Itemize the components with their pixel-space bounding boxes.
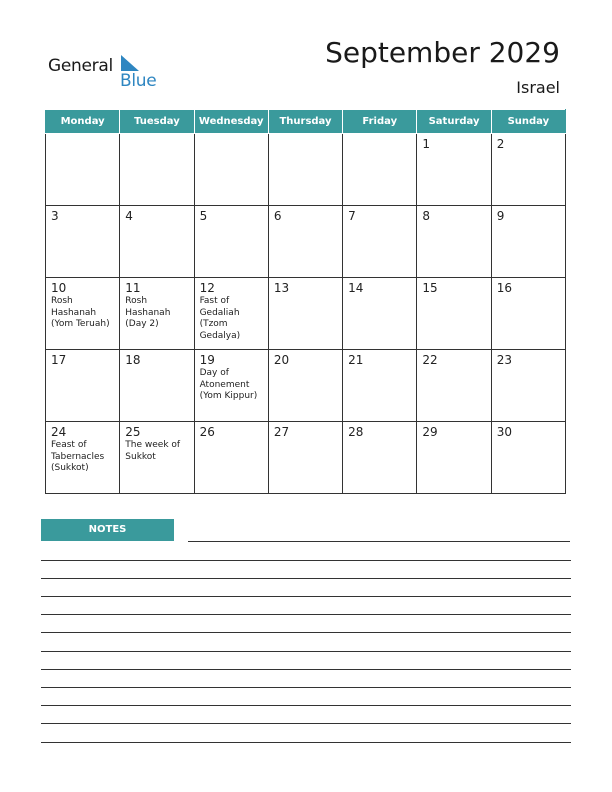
day-number: 20 [273, 353, 290, 367]
day-number: 14 [348, 281, 364, 295]
day-number: 17 [51, 353, 67, 367]
note-line [41, 723, 571, 724]
day-number: 10 [51, 281, 67, 295]
day-number: 11 [125, 281, 141, 295]
day-number: 2 [496, 137, 505, 151]
day-cell [343, 134, 417, 206]
day-cell [46, 134, 120, 206]
note-line [188, 541, 570, 542]
note-line [41, 669, 571, 670]
day-cell [268, 422, 342, 494]
day-cell [491, 422, 565, 494]
logo-text-blue: Blue [120, 71, 157, 91]
day-cell [491, 350, 565, 422]
day-number: 12 [199, 281, 215, 295]
day-cell [268, 350, 342, 422]
day-cell [491, 206, 565, 278]
day-number: 13 [273, 281, 290, 295]
logo [48, 52, 157, 92]
day-cell [417, 278, 491, 350]
day-cell [343, 278, 417, 350]
note-line [41, 578, 571, 579]
note-line [41, 742, 571, 743]
day-number: 29 [422, 425, 438, 439]
weekday-header: Saturday [417, 110, 491, 134]
day-number: 3 [51, 209, 59, 223]
day-number: 9 [496, 209, 505, 223]
week-row [46, 422, 566, 494]
day-cell [268, 278, 342, 350]
day-cell [46, 350, 120, 422]
day-cell [194, 350, 268, 422]
day-number: 27 [273, 425, 290, 439]
day-number: 16 [496, 281, 512, 295]
day-cell [343, 206, 417, 278]
holiday-label: The week of Sukkot [125, 440, 181, 462]
day-number: 5 [199, 209, 208, 223]
day-number: 22 [422, 353, 438, 367]
day-number: 8 [422, 209, 431, 223]
day-number: 26 [199, 425, 215, 439]
day-cell [46, 206, 120, 278]
holiday-label: Feast of Tabernacles (Sukkot) [51, 440, 105, 473]
weekday-header: Thursday [268, 110, 342, 134]
day-cell [268, 206, 342, 278]
day-cell [194, 206, 268, 278]
holiday-label: Day of Atonement (Yom Kippur) [199, 368, 258, 401]
day-cell [491, 134, 565, 206]
weekday-header-row [46, 110, 566, 134]
day-number: 1 [422, 137, 431, 151]
note-line [41, 632, 571, 633]
day-cell [268, 134, 342, 206]
day-cell [417, 206, 491, 278]
week-row [46, 134, 566, 206]
day-cell [46, 278, 120, 350]
day-number: 30 [496, 425, 512, 439]
day-cell [417, 422, 491, 494]
day-number: 4 [125, 209, 133, 223]
day-number: 28 [348, 425, 364, 439]
holiday-label: Rosh Hashanah (Day 2) [125, 296, 171, 329]
day-cell [194, 278, 268, 350]
note-line [41, 651, 571, 652]
logo-text-general: General [48, 56, 113, 76]
weekday-header: Tuesday [120, 110, 194, 134]
note-line [41, 596, 571, 597]
day-cell [120, 206, 194, 278]
logo-triangle-icon [121, 55, 139, 71]
day-number: 7 [348, 209, 356, 223]
week-row [46, 278, 566, 350]
day-cell [120, 134, 194, 206]
calendar-grid [45, 109, 566, 494]
day-cell [120, 278, 194, 350]
day-cell [194, 134, 268, 206]
day-cell [120, 422, 194, 494]
country-label: Israel [516, 78, 560, 97]
day-cell [120, 350, 194, 422]
day-cell [194, 422, 268, 494]
day-number: 19 [199, 353, 215, 367]
day-cell [46, 422, 120, 494]
holiday-label: Rosh Hashanah (Yom Teruah) [51, 296, 110, 329]
page-title: September 2029 [325, 36, 560, 69]
day-cell [343, 422, 417, 494]
weekday-header: Friday [343, 110, 417, 134]
day-number: 15 [422, 281, 438, 295]
day-number: 24 [51, 425, 67, 439]
day-cell [417, 134, 491, 206]
week-row [46, 206, 566, 278]
day-cell [343, 350, 417, 422]
note-line [41, 614, 571, 615]
day-number: 21 [348, 353, 364, 367]
day-cell [491, 278, 565, 350]
note-line [41, 560, 571, 561]
week-row [46, 350, 566, 422]
weekday-header: Sunday [491, 110, 565, 134]
weekday-header: Wednesday [194, 110, 268, 134]
notes-label: NOTES [41, 519, 174, 541]
day-number: 25 [125, 425, 141, 439]
day-number: 23 [496, 353, 512, 367]
day-number: 6 [273, 209, 282, 223]
day-number: 18 [125, 353, 141, 367]
weekday-header: Monday [46, 110, 120, 134]
note-line [41, 687, 571, 688]
holiday-label: Fast of Gedaliah (Tzom Gedalya) [199, 296, 241, 341]
note-line [41, 705, 571, 706]
day-cell [417, 350, 491, 422]
